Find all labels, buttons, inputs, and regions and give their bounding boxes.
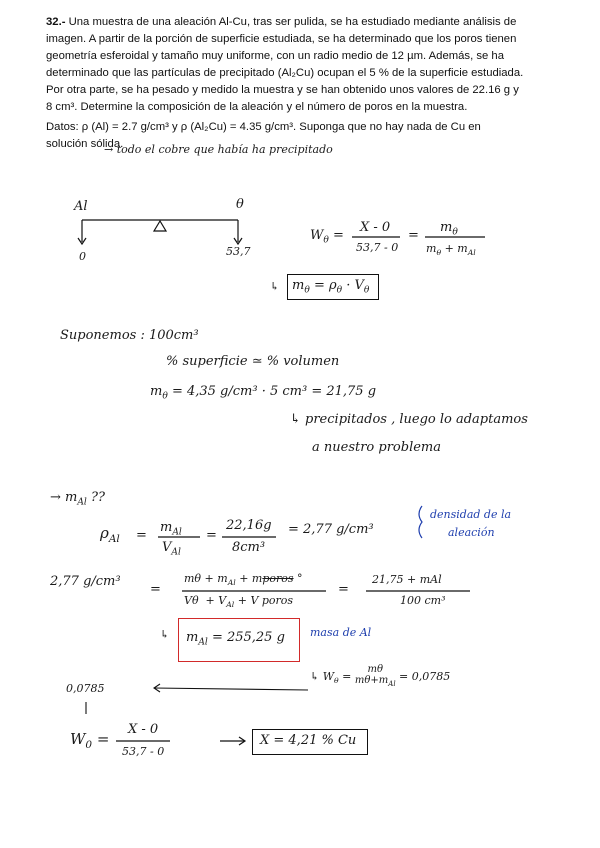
arrow-icon: ↳ <box>160 628 170 641</box>
rho-al-result: = 2,77 g/cm³ <box>288 522 374 537</box>
lever-right-value: 53,7 <box>226 245 251 258</box>
rho-frac-den: $V_{Al}$ <box>162 540 181 558</box>
precipitate-note-line1: ↳ precipitados , luego lo adaptamos <box>290 412 528 427</box>
problem-data: Datos: ρ (Al) = 2.7 g/cm³ y ρ (Al₂Cu) = 4.35 g/cm³. Suponga que no hay nada de Cu en solución sólida. <box>46 121 481 150</box>
rho-al-symbol: $\rho_{Al}$ <box>100 524 120 545</box>
lever-fraction-denominator: 53,7 - 0 <box>356 241 399 254</box>
problem-number: 32.- <box>46 16 66 28</box>
w-theta-result: ↳ $W_\theta = m\theta$ $m\theta+m_{Al} = 0,0785$ <box>310 664 451 688</box>
fulcrum-icon <box>154 221 166 231</box>
rhs-num: 21,75 + mAl <box>372 573 442 586</box>
mass-fraction-numerator: $m_\theta$ <box>440 220 458 238</box>
m-al-result: $m_{Al} = 255,25$ g <box>186 630 285 648</box>
equals-sign: = <box>206 528 217 543</box>
equals-sign: = <box>150 582 161 597</box>
precipitate-note-line2: a nuestro problema <box>312 440 442 455</box>
lever-right-label: θ <box>236 197 244 212</box>
density-lhs: 2,77 g/cm³ <box>50 574 121 589</box>
equals-sign: = <box>338 582 349 597</box>
mass-value: 22,16g <box>226 518 272 533</box>
lever-left-label: Al <box>74 199 88 214</box>
mass-fraction-denominator: $m_\theta + m_{Al}$ <box>426 242 476 258</box>
w0-den: 53,7 - 0 <box>122 745 165 758</box>
big-frac-num: $m\theta + m_{Al}$ + mporos ° <box>184 572 303 588</box>
density-note-line1: densidad de la <box>430 508 512 521</box>
big-frac-den: $V\theta + V_{Al} + V$ poros <box>184 594 294 610</box>
lever-left-value: 0 <box>79 250 86 263</box>
m-al-question: → $m_{Al}$ ?? <box>50 490 105 508</box>
rho-frac-num: $m_{Al}$ <box>160 520 182 538</box>
handwritten-annotation: → todo el cobre que había ha precipitado <box>104 143 333 156</box>
m-theta-calculation: $m_\theta = 4,35$ g/cm³ · 5 cm³ = 21,75 g <box>150 384 377 402</box>
volume-value: 8cm³ <box>232 540 266 555</box>
mass-formula: $m_\theta = \rho_\theta \cdot V_\theta$ <box>292 278 370 296</box>
rhs-den: 100 cm³ <box>400 594 446 607</box>
final-result: X = 4,21 % Cu <box>260 733 357 748</box>
masa-al-note: masa de Al <box>310 626 372 639</box>
w-value-left: 0,0785 <box>66 682 105 695</box>
w-theta-symbol: $W_\theta$ = <box>310 228 344 246</box>
equals-sign: = <box>136 528 147 543</box>
equals-sign: = <box>408 228 419 243</box>
surface-volume-text: % superficie ≃ % volumen <box>166 354 340 369</box>
assumption-text: Suponemos : 100cm³ <box>60 328 199 343</box>
density-note-line2: aleación <box>448 526 495 539</box>
w-zero-symbol: $W_0$ = <box>70 730 110 751</box>
problem-body: Una muestra de una aleación Al-Cu, tras ser pulida, se ha estudiado mediante análisis de imagen. A partir de la porción de superficie estudiada, se ha determinado que los poros tienen geometría esferoidal y tamaño muy uniforme, con un radio medio de 12 µm. Además, se ha determinado que las partículas de precipitado (Al₂Cu) ocupan el 5 % de la superficie estudiada. Por otra parte, se ha pesado y medido la muestra y se han obtenido unos valores de 22.16 g y 8 cm³. Determine la composición de la aleación y el número de poros en la muestra. <box>46 16 524 113</box>
lever-fraction-numerator: X - 0 <box>360 220 391 235</box>
arrow-icon: ↳ <box>270 280 280 293</box>
w0-num: X - 0 <box>128 722 159 737</box>
